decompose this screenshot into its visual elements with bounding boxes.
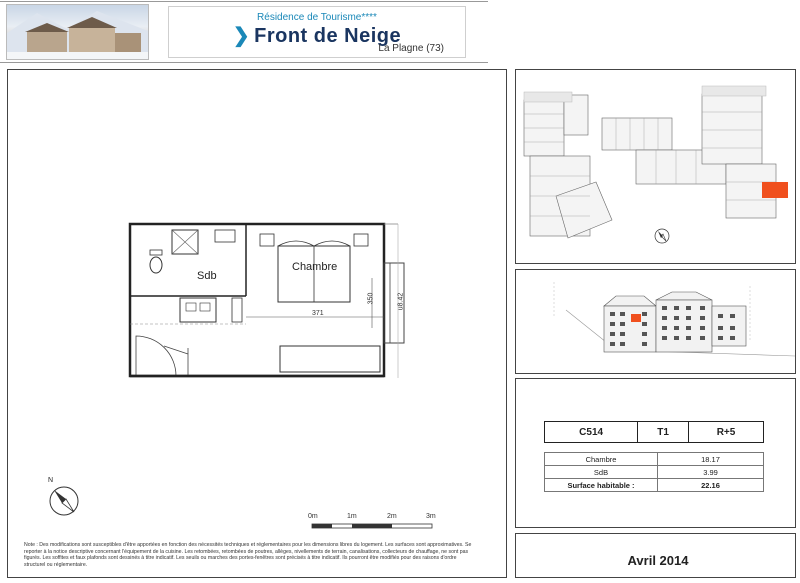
dimension-width: 371 bbox=[312, 310, 324, 317]
unit-ref: C514 bbox=[545, 422, 638, 443]
surface-label: Chambre bbox=[545, 453, 658, 466]
header-top-rule bbox=[0, 1, 488, 2]
scale-label-3: 3m bbox=[426, 513, 436, 520]
room-label-sdb: Sdb bbox=[197, 270, 217, 282]
unit-floor: R+5 bbox=[689, 422, 764, 443]
surface-total-value: 22.16 bbox=[658, 479, 764, 492]
scale-label-0: 0m bbox=[308, 513, 318, 520]
scale-label-1: 1m bbox=[347, 513, 357, 520]
unit-type: T1 bbox=[638, 422, 689, 443]
room-label-chambre: Chambre bbox=[292, 261, 338, 273]
surface-row bbox=[545, 453, 764, 466]
elevation-panel bbox=[515, 269, 796, 374]
scale-label-2: 2m bbox=[387, 513, 397, 520]
compass-icon bbox=[47, 484, 81, 518]
disclaimer-note: Note : Des modifications sont susceptibles d'être apportées en fonction des nécessités techniques et réglementaires pour les dimensions libres du logement. Les surfaces sont approximatives. Se reporter à la notice descriptive concernant l'équipement de la cuisine. Les retombées, retombées de poutres, allèges, nivellements de terrain, canalisations, collecteurs de chauffage, ne sont pas figurés. Les soffites et faux plafonds sont dessinés à titre indicatif. Les seuils ou marches des portes-fenêtres sont précisés à titre indicatif. Ils pourront être modifiés pour des raisons d'ordre structurel ou réglementaire. bbox=[24, 542, 472, 568]
brand-subtitle: Résidence de Tourisme**** bbox=[257, 12, 377, 23]
unit-highlight bbox=[762, 182, 788, 198]
dimension-window: u8.42 bbox=[397, 292, 405, 311]
unit-summary-table bbox=[544, 421, 764, 443]
dimension-depth: 350 bbox=[367, 292, 375, 305]
apartment-floor-plan bbox=[128, 218, 418, 388]
surface-table bbox=[544, 452, 764, 492]
surface-value: 18.17 bbox=[658, 453, 764, 466]
floor-plan-panel bbox=[7, 69, 507, 578]
brand-location: La Plagne (73) bbox=[378, 43, 444, 54]
building-floor-plan bbox=[516, 70, 795, 263]
surface-total-label: Surface habitable : bbox=[545, 479, 658, 492]
surface-label: SdB bbox=[545, 466, 658, 479]
unit-info-panel bbox=[515, 378, 796, 528]
header-bottom-rule bbox=[0, 62, 488, 63]
surface-total-row bbox=[545, 479, 764, 492]
compass-north-label: N bbox=[48, 477, 54, 484]
residence-photo bbox=[6, 4, 149, 60]
brand-title-text: Front de Neige bbox=[254, 25, 402, 47]
document-date: Avril 2014 bbox=[627, 553, 689, 568]
scale-bar bbox=[310, 521, 434, 531]
date-panel bbox=[515, 533, 796, 578]
unit-highlight-elevation bbox=[631, 314, 641, 322]
brand-box bbox=[168, 6, 466, 58]
building-plan-panel bbox=[515, 69, 796, 264]
chevron-right-icon: ❯ bbox=[232, 25, 251, 47]
residence-photo-illustration bbox=[7, 5, 148, 59]
surface-value: 3.99 bbox=[658, 466, 764, 479]
building-elevation bbox=[516, 270, 795, 373]
surface-row bbox=[545, 466, 764, 479]
